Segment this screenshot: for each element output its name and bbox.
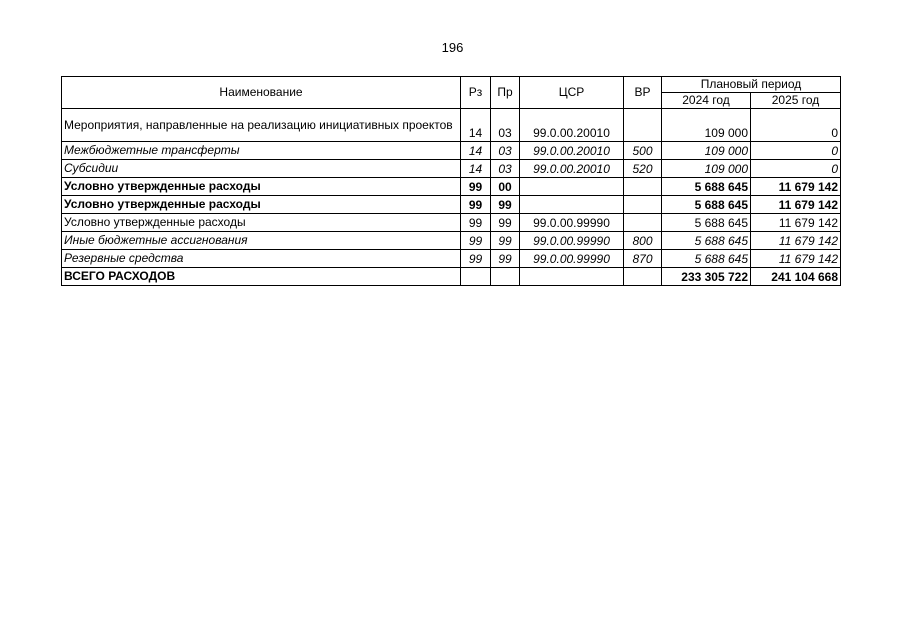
table-row [62, 142, 841, 160]
row-csr [520, 178, 624, 196]
row-vr: 500 [624, 142, 662, 160]
table-row [62, 109, 841, 142]
row-csr: 99.0.00.99990 [520, 232, 624, 250]
row-csr: 99.0.00.20010 [520, 160, 624, 178]
table-row [62, 268, 841, 286]
table-row [62, 178, 841, 196]
row-vr [624, 196, 662, 214]
table-row [62, 196, 841, 214]
row-pr: 03 [491, 142, 520, 160]
header-year-2024: 2024 год [662, 93, 751, 109]
row-2025: 11 679 142 [751, 214, 841, 232]
row-rz: 14 [461, 142, 491, 160]
row-2024: 5 688 645 [662, 214, 751, 232]
row-name: Иные бюджетные ассигнования [62, 232, 461, 250]
header-pr: Пр [491, 77, 520, 109]
row-vr [624, 109, 662, 142]
row-csr: 99.0.00.99990 [520, 250, 624, 268]
header-rz: Рз [461, 77, 491, 109]
row-2025: 11 679 142 [751, 178, 841, 196]
row-name: Условно утвержденные расходы [62, 178, 461, 196]
row-vr: 870 [624, 250, 662, 268]
table-body [62, 109, 841, 286]
budget-table [61, 76, 841, 286]
row-pr: 99 [491, 232, 520, 250]
row-name: Межбюджетные трансферты [62, 142, 461, 160]
row-vr [624, 214, 662, 232]
row-2024: 5 688 645 [662, 178, 751, 196]
row-rz: 14 [461, 109, 491, 142]
row-rz: 99 [461, 214, 491, 232]
row-2025: 0 [751, 160, 841, 178]
row-2024: 109 000 [662, 109, 751, 142]
row-rz [461, 268, 491, 286]
table-row [62, 214, 841, 232]
row-name: Резервные средства [62, 250, 461, 268]
row-csr: 99.0.00.99990 [520, 214, 624, 232]
row-2025: 241 104 668 [751, 268, 841, 286]
table-row [62, 250, 841, 268]
row-2024: 109 000 [662, 142, 751, 160]
row-rz: 99 [461, 178, 491, 196]
row-2024: 109 000 [662, 160, 751, 178]
row-name: ВСЕГО РАСХОДОВ [62, 268, 461, 286]
header-csr: ЦСР [520, 77, 624, 109]
row-rz: 99 [461, 232, 491, 250]
row-pr: 99 [491, 196, 520, 214]
header-vr: ВР [624, 77, 662, 109]
row-rz: 14 [461, 160, 491, 178]
row-2024: 5 688 645 [662, 232, 751, 250]
header-year-2025: 2025 год [751, 93, 841, 109]
row-2025: 11 679 142 [751, 250, 841, 268]
table-row [62, 232, 841, 250]
row-rz: 99 [461, 196, 491, 214]
row-pr: 03 [491, 160, 520, 178]
header-period: Плановый период [662, 77, 841, 93]
row-pr: 99 [491, 214, 520, 232]
row-2025: 0 [751, 109, 841, 142]
row-2024: 5 688 645 [662, 250, 751, 268]
row-2025: 11 679 142 [751, 196, 841, 214]
row-2025: 11 679 142 [751, 232, 841, 250]
row-name: Мероприятия, направленные на реализацию инициативных проектов [62, 109, 461, 142]
row-name: Субсидии [62, 160, 461, 178]
row-vr [624, 178, 662, 196]
row-2024: 5 688 645 [662, 196, 751, 214]
row-vr [624, 268, 662, 286]
row-2024: 233 305 722 [662, 268, 751, 286]
row-csr: 99.0.00.20010 [520, 142, 624, 160]
row-csr [520, 196, 624, 214]
row-csr: 99.0.00.20010 [520, 109, 624, 142]
header-name: Наименование [62, 77, 461, 109]
page-number: 196 [441, 40, 464, 55]
row-vr: 520 [624, 160, 662, 178]
row-2025: 0 [751, 142, 841, 160]
row-name: Условно утвержденные расходы [62, 214, 461, 232]
row-pr [491, 268, 520, 286]
row-pr: 00 [491, 178, 520, 196]
row-vr: 800 [624, 232, 662, 250]
row-rz: 99 [461, 250, 491, 268]
row-name: Условно утвержденные расходы [62, 196, 461, 214]
row-csr [520, 268, 624, 286]
row-pr: 99 [491, 250, 520, 268]
row-pr: 03 [491, 109, 520, 142]
table-row [62, 160, 841, 178]
